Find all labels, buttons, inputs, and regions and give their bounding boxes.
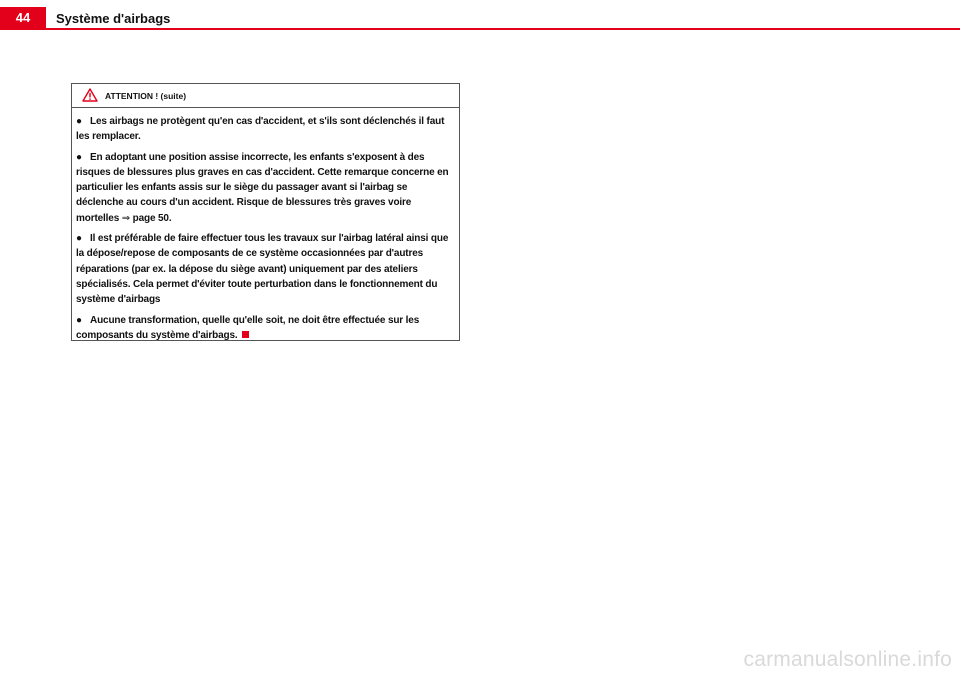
bullet-icon: ●: [76, 314, 82, 326]
warning-triangle-icon: [82, 88, 98, 102]
warning-item: [76, 150, 456, 226]
warning-item: [76, 313, 456, 344]
bullet-icon: ●: [76, 116, 82, 127]
warning-item: [76, 231, 456, 307]
page-number: 44: [0, 7, 46, 29]
page-reference-link[interactable]: page 50.: [132, 212, 172, 224]
warning-item: [76, 114, 456, 145]
header-divider: [0, 28, 960, 30]
bullet-icon: ●: [76, 151, 82, 163]
warning-box: [71, 83, 460, 341]
warning-item-text: Aucune transformation, quelle qu'elle soit, ne doit être effectuée sur les composants du système d'airbags.: [76, 314, 420, 341]
warning-item-text: Les airbags ne protègent qu'en cas d'accident, et s'ils sont déclenchés il faut les remplacer.: [76, 116, 445, 143]
chapter-title: Système d'airbags: [56, 11, 171, 26]
end-of-section-icon: [242, 331, 249, 338]
warning-header: [72, 84, 459, 108]
warning-title: ATTENTION ! (suite): [105, 91, 187, 101]
bullet-icon: ●: [76, 233, 82, 245]
warning-item-text: Il est préférable de faire effectuer tous les travaux sur l'airbag latéral ainsi que la dépose/repose de composants de ce système occasionnées par d'autres réparations (par ex. la dépose du siège avant) uniquement par des ateliers spécialisés. Cela permet d'éviter toute perturbation dans le fonctionnement du système d'airbags: [76, 233, 449, 306]
warning-item-text: En adoptant une position assise incorrecte, les enfants s'exposent à des risques de blessures plus graves en cas d'accident. Cette remarque concerne en particulier les enfants assis sur le siège du passager avant si l'airbag se déclenche au cours d'un accident. Risque de blessures très graves voire mortelles: [76, 151, 449, 224]
page-header: [0, 0, 960, 30]
watermark: carmanualsonline.info: [743, 648, 952, 671]
warning-body: [76, 114, 456, 348]
arrow-right-icon: ⇒: [121, 212, 130, 224]
